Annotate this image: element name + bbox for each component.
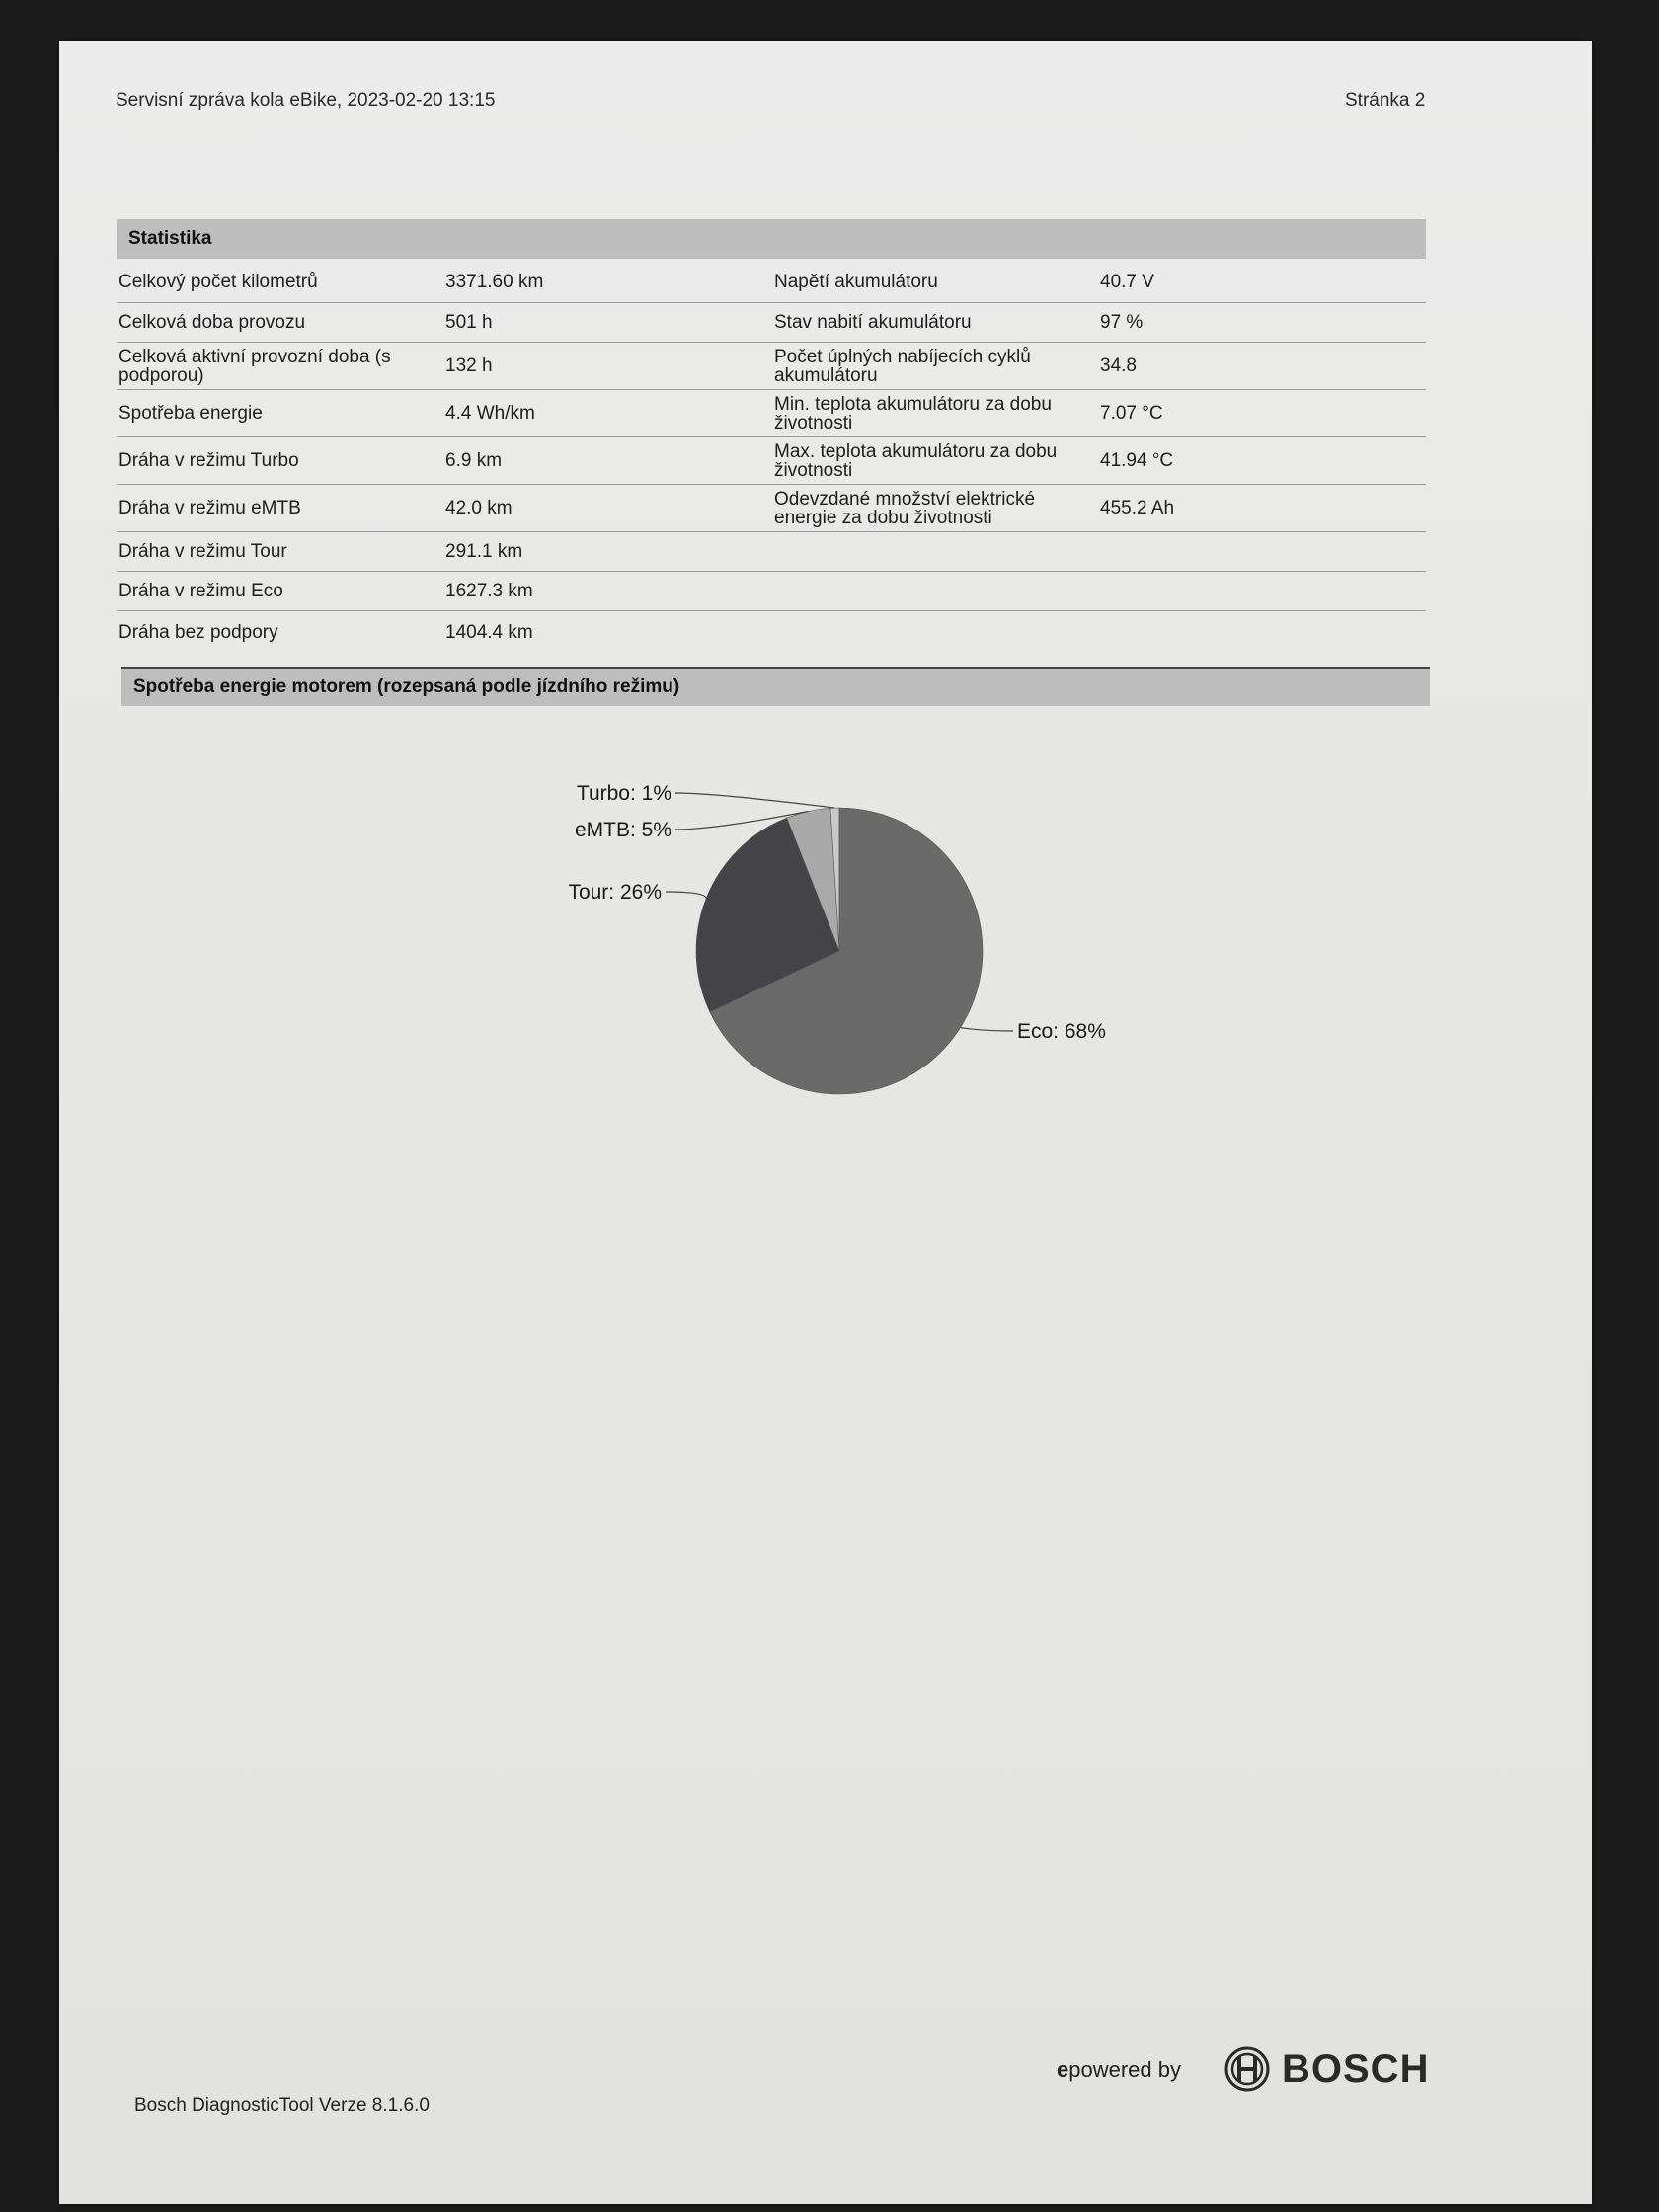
table-row	[117, 485, 1426, 532]
stat-label: Dráha v režimu Turbo	[118, 450, 299, 471]
table-row	[117, 611, 1426, 653]
pie-label-emtb: eMTB: 5%	[574, 819, 672, 841]
stat-label: Stav nabití akumulátoru	[774, 312, 972, 333]
powered-prefix: e	[1057, 2057, 1069, 2082]
stat-label: Celkový počet kilometrů	[118, 272, 318, 292]
pie-svg	[533, 770, 1146, 1106]
bosch-wordmark: BOSCH	[1282, 2046, 1430, 2091]
tool-version: Bosch DiagnosticTool Verze 8.1.6.0	[134, 2095, 430, 2116]
stat-value: 4.4 Wh/km	[445, 403, 535, 424]
pie-label-tour: Tour: 26%	[568, 881, 662, 904]
stat-value: 34.8	[1100, 356, 1137, 376]
bosch-logo	[1224, 2046, 1429, 2092]
statistics-table	[117, 262, 1426, 653]
stat-value: 132 h	[445, 356, 493, 376]
stat-label: Odevzdané množství elektrické energie za dobu životnosti	[774, 488, 1036, 528]
table-row	[117, 262, 1426, 303]
stat-value: 6.9 km	[445, 450, 503, 471]
stat-label: Dráha bez podpory	[118, 621, 278, 643]
stat-value: 3371.60 km	[445, 272, 544, 292]
pie-leader-line	[666, 892, 706, 899]
energy-pie-chart	[533, 770, 1146, 1106]
stat-label: Dráha v režimu Tour	[118, 541, 287, 562]
stat-label: Spotřeba energie	[118, 403, 263, 424]
stat-label: Min. teplota akumulátoru za dobu životnosti	[774, 393, 1052, 434]
page-number: Stránka 2	[1345, 90, 1426, 111]
table-row	[117, 532, 1426, 572]
stat-value: 501 h	[445, 312, 493, 333]
stat-label: Max. teplota akumulátoru za dobu životnosti	[774, 440, 1058, 481]
stat-value: 41.94 °C	[1100, 450, 1174, 471]
stat-value: 97 %	[1100, 312, 1144, 333]
stat-label: Dráha v režimu Eco	[118, 581, 283, 601]
powered-by-text	[1057, 2057, 1181, 2083]
table-row	[117, 303, 1426, 343]
stat-value: 1404.4 km	[445, 621, 533, 643]
chart-section-header: Spotřeba energie motorem (rozepsaná podle jízdního režimu)	[121, 667, 1430, 706]
stat-value: 1627.3 km	[445, 581, 533, 601]
table-row	[117, 390, 1426, 437]
bosch-armature-icon	[1224, 2046, 1270, 2092]
stat-label: Celková doba provozu	[118, 312, 306, 333]
stat-value: 291.1 km	[445, 541, 523, 562]
stat-label: Dráha v režimu eMTB	[118, 498, 301, 518]
stat-value: 7.07 °C	[1100, 403, 1163, 424]
powered-rest: powered by	[1068, 2057, 1181, 2082]
table-row	[117, 572, 1426, 611]
stat-label: Napětí akumulátoru	[774, 272, 938, 292]
table-row	[117, 343, 1426, 390]
stat-label: Celková aktivní provozní doba (s podporou)	[118, 346, 391, 386]
stat-value: 42.0 km	[445, 498, 513, 518]
pie-label-eco: Eco: 68%	[1017, 1020, 1106, 1043]
stat-value: 455.2 Ah	[1100, 498, 1175, 518]
pie-leader-line	[960, 1028, 1013, 1031]
pie-leader-line	[675, 793, 834, 808]
report-title: Servisní zpráva kola eBike, 2023-02-20 13:15	[116, 90, 496, 111]
stat-value: 40.7 V	[1100, 272, 1154, 292]
statistics-section-header: Statistika	[117, 219, 1426, 259]
stat-label: Počet úplných nabíjecích cyklů akumulátoru	[774, 346, 1031, 386]
pie-label-turbo: Turbo: 1%	[576, 782, 672, 805]
table-row	[117, 437, 1426, 485]
